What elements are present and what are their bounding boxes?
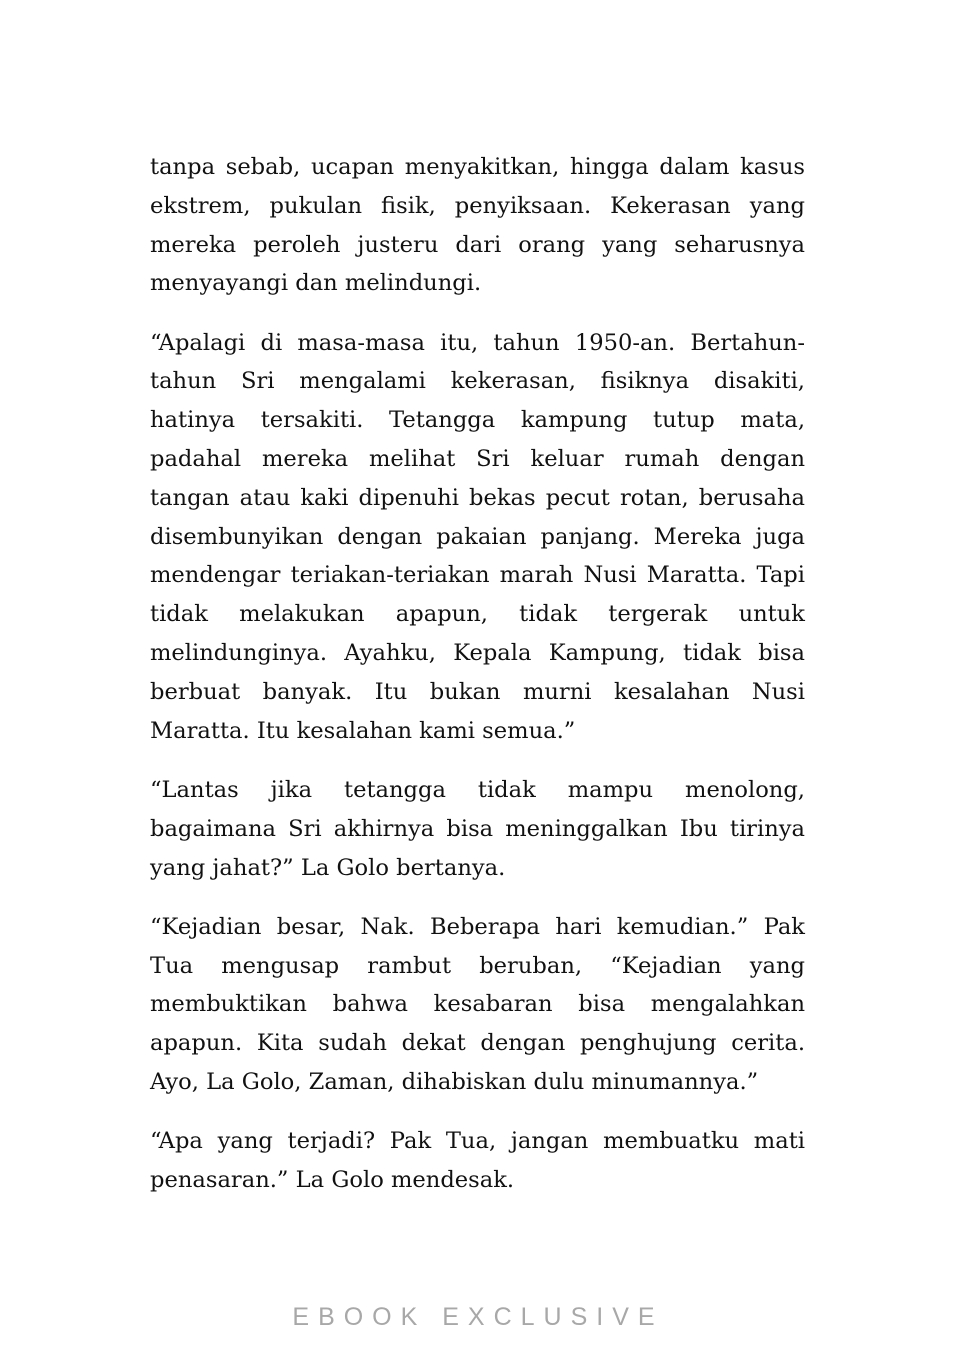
paragraph-5: “Apa yang terjadi? Pak Tua, jangan membuatku mati penasaran.” La Golo mendesak.	[150, 1128, 805, 1194]
paragraph-3: “Lantas jika tetangga tidak mampu menolong, bagaimana Sri akhirnya bisa meninggalkan Ibu tirinya yang jahat?” La Golo bertanya.	[150, 776, 805, 881]
paragraph-1: tanpa sebab, ucapan menyakitkan, hingga dalam kasus ekstrem, pukulan fisik, penyiksaan. Kekerasan yang mereka peroleh justeru dari orang yang seharusnya menyayangi dan melindungi.	[150, 154, 805, 297]
page-body	[150, 148, 805, 1200]
paragraph-2: “Apalagi di masa-masa itu, tahun 1950-an. Bertahun-tahun Sri mengalami kekerasan, fisiknya disakiti, hatinya tersakiti. Tetangga kampung tutup mata, padahal mereka melihat Sri keluar rumah dengan tangan atau kaki dipenuhi bekas pecut rotan, berusaha disembunyikan dengan pakaian panjang. Mereka juga mendengar teriakan-teriakan marah Nusi Maratta. Tapi tidak melakukan apapun, tidak tergerak untuk melindunginya. Ayahku, Kepala Kampung, tidak bisa berbuat banyak. Itu bukan murni kesalahan Nusi Maratta. Itu kesalahan kami semua.”	[150, 329, 805, 744]
footer-watermark: EBOOK EXCLUSIVE	[292, 1303, 664, 1331]
paragraph-4: “Kejadian besar, Nak. Beberapa hari kemudian.” Pak Tua mengusap rambut beruban, “Kejadian yang membuktikan bahwa kesabaran bisa mengalahkan apapun. Kita sudah dekat dengan penghujung cerita. Ayo, La Golo, Zaman, dihabiskan dulu minumannya.”	[150, 913, 805, 1096]
